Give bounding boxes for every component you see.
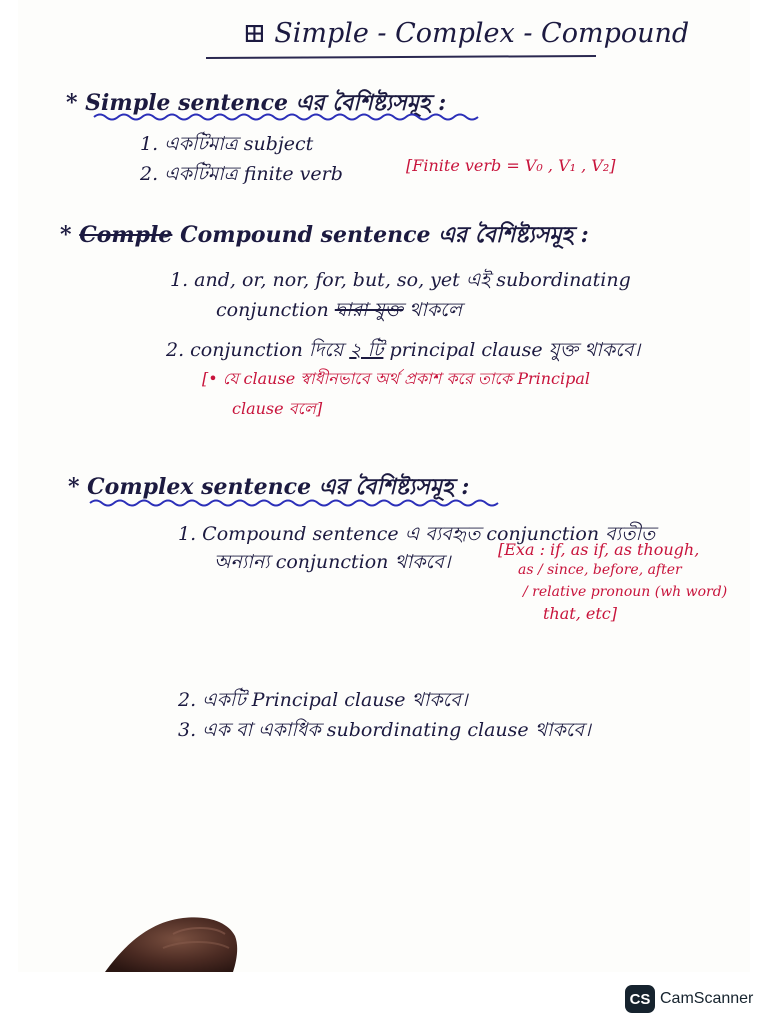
compound-heading: Compound sentence এর বৈশিষ্ট্যসমূহ : [180,222,589,248]
complex-item-1-line-2: অন্যান্য conjunction থাকবে। [214,551,451,573]
compound-item-2-end: principal clause যুক্ত থাকবে। [389,339,641,361]
complex-item-1-line-1: 1. Compound sentence এ ব্যবহৃত conjunction ব্যতীত [178,523,656,545]
compound-item-2-count: ২ টি [349,339,384,361]
compound-heading-star: * [60,222,72,248]
compound-item-2-start: 2. conjunction দিয়ে [166,339,344,361]
principal-clause-note-line-1: [• যে clause স্বাধীনভাবে অর্থ প্রকাশ করে তাকে Principal [202,369,591,388]
notebook-page [18,0,750,972]
fingertip-image [103,912,243,972]
compound-item-2 [166,336,640,368]
compound-item-1-line-2 [216,296,462,328]
compound-item-1-struck-text: দ্বারা যুক্ত [334,299,403,321]
compound-item-1-line-1: 1. and, or, nor, for, but, so, yet এই subordinating [170,269,631,291]
title-underline [206,55,596,59]
complex-heading-wavy-underline [90,498,500,508]
example-line-1: [Exa : if, as if, as though, [498,540,700,559]
page-title: ⊞ Simple - Complex - Compound [243,18,690,49]
principal-clause-note-line-2: clause বলে] [232,399,323,418]
compound-item-1-conjunction: conjunction [216,299,329,321]
camscanner-logo-icon: CS [625,985,655,1013]
example-line-4: that, etc] [543,604,617,623]
simple-heading: * Simple sentence এর বৈশিষ্ট্যসমূহ : [66,90,447,116]
camscanner-label: CamScanner [660,990,754,1007]
complex-item-2: 2. একটি Principal clause থাকবে। [178,689,468,711]
example-line-2: as / since, before, after [518,562,682,578]
simple-item-2: 2. একটিমাত্র finite verb [140,163,343,185]
simple-item-1: 1. একটিমাত্র subject [140,133,314,155]
finite-verb-note: [Finite verb = V₀ , V₁ , V₂] [406,156,616,175]
complex-heading: * Complex sentence এর বৈশিষ্ট্যসমূহ : [68,474,470,500]
compound-item-1-tail: থাকলে [409,299,462,321]
compound-heading-row [60,218,589,255]
struck-out-word: Comple [79,222,173,248]
simple-heading-wavy-underline [94,112,484,122]
complex-item-3: 3. এক বা একাধিক subordinating clause থাকবে। [178,719,591,741]
example-line-3: / relative pronoun (wh word) [523,584,728,600]
